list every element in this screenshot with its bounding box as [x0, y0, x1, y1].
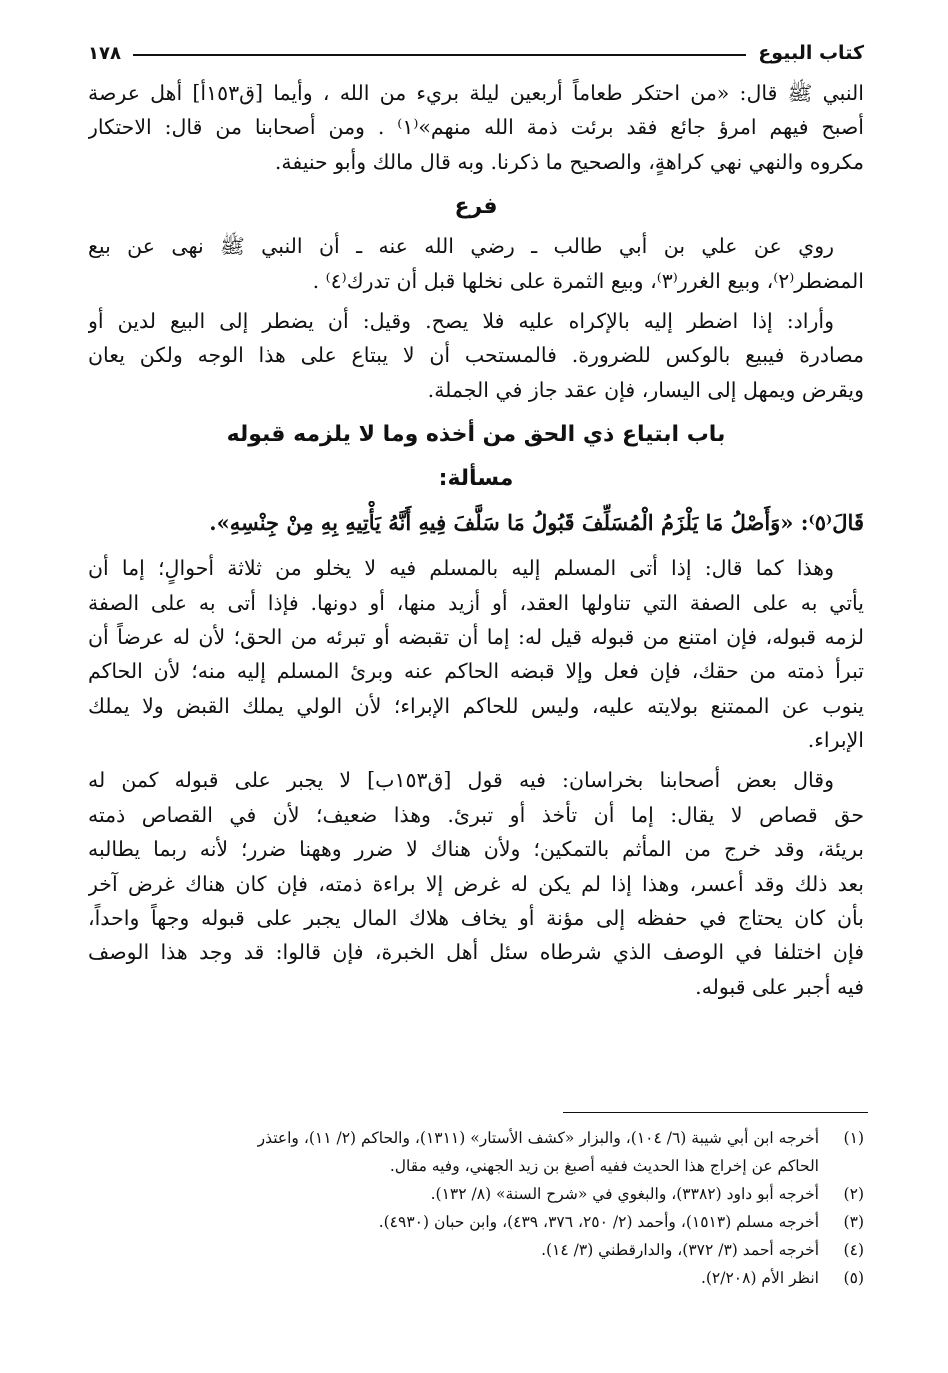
text-line: بعد ذلك وقد أعسر، وهذا إذا لم يكن له غرض إلا براءة ذمته، فإن كان هناك غرض آخر: [88, 871, 864, 896]
running-header: [88, 30, 864, 64]
text-line: أصبح فيهم امرؤ جائع فقد برئت ذمة الله منهم»⁽١⁾ . ومن أصحابنا من قال: الاحتكار: [88, 115, 864, 140]
text-line: وقال بعض أصحابنا بخراسان: فيه قول [ق١٥٣ب] لا يجبر على قبوله كمن له: [88, 768, 834, 793]
section-heading: [88, 457, 864, 501]
text-line: بأن كان يحتاج في حفظه إلى مؤنة أو يخاف هلاك المال يجبر على قبوله وجهاً واحداً،: [88, 906, 864, 931]
text-line: المضطر⁽٢⁾، وبيع الغرر⁽٣⁾، وبيع الثمرة على نخلها قبل أن تدرك⁽٤⁾ .: [312, 268, 864, 293]
text-line: بريئة، وقد خرج من المأثم بالتمكين؛ ولأن هناك لا ضرر وههنا ضرر؛ لأنه ربما يطالبه: [88, 837, 864, 862]
footnote-number: (٥): [843, 1269, 864, 1287]
text-line: قَالَ⁽٥⁾: «وَأَصْلُ مَا يَلْزَمُ الْمُسَلِّفَ قَبُولُ مَا سَلَّفَ فِيهِ أَنَّهُ يَأْتِيهِ بِهِ مِنْ جِنْسِهِ».: [209, 510, 864, 536]
footnote-line: أخرجه أبو داود (٣٣٨٢)، والبغوي في «شرح السنة» (٨/ ١٣٢).: [430, 1185, 819, 1203]
paragraph: [88, 763, 864, 1004]
text-line: مكروه والنهي نهي كراهةٍ، والصحيح ما ذكرنا. وبه قال مالك وأبو حنيفة.: [274, 149, 864, 174]
footnote-text: [88, 1264, 819, 1292]
text-line: ويقرض ويمهل إلى اليسار، فإن عقد جاز في الجملة.: [427, 377, 864, 402]
footnote-line: الحاكم عن إخراج هذا الحديث ففيه أصبغ بن زيد الجهني، وفيه مقال.: [389, 1157, 819, 1175]
footnotes: [88, 1124, 864, 1292]
text-line: فإن اختلفا في الوصف الذي شرطاه سئل أهل الخبرة، فإن قالوا: قد وجد هذا الوصف: [88, 940, 864, 965]
section-heading: [88, 185, 864, 229]
paragraph: [88, 551, 864, 757]
text-line: مصادرة فيبيع بالوكس للضرورة. فالمستحب أن لا يبتاع على هذا الوجه ولكن يعان: [88, 343, 864, 368]
footnote-text: [88, 1208, 819, 1236]
paragraph: [88, 76, 864, 179]
text-line: ينوب عن الممتنع بولايته عليه، وليس للحاكم الإبراء؛ لأن الولي يملك القبض ولا يملك: [88, 693, 864, 718]
text-line: تبرأ ذمته من حقك، فإن فعل وإلا قبضه الحاكم عنه وبرئ المسلم إليه منه؛ لأن الحاكم: [88, 659, 864, 684]
footnote-number: (٤): [843, 1241, 864, 1259]
footnote-text: [88, 1124, 819, 1180]
page-number: ١٧٨: [88, 43, 121, 64]
quoted-text: [88, 501, 864, 545]
text-line: حق قصاص لا يقال: إما أن تأخذ أو تبرئ. وهذا ضعيف؛ لأن في القصاص ذمته: [88, 802, 864, 827]
text-line: فيه أجبر على قبوله.: [695, 974, 864, 999]
footnote: [88, 1264, 864, 1292]
text-line: باب ابتياع ذي الحق من أخذه وما لا يلزمه قبوله: [226, 422, 726, 448]
footnote-number: (٣): [843, 1213, 864, 1231]
footnote: [88, 1180, 864, 1208]
text-line: مسألة:: [438, 466, 514, 492]
footnote-line: أخرجه مسلم (١٥١٣)، وأحمد (٢/ ٢٥٠، ٣٧٦، ٤٣٩)، وابن حبان (٤٩٣٠).: [378, 1213, 819, 1231]
text-line: وأراد: إذا اضطر إليه بالإكراه عليه فلا يصح. وقيل: أن يضطر إلى البيع لدين أو: [88, 308, 834, 333]
text-line: روي عن علي بن أبي طالب ـ رضي الله عنه ـ أن النبي ﷺ نهى عن بيع: [88, 234, 834, 259]
page: [88, 30, 864, 1010]
main-text: [88, 76, 864, 1004]
footnote-text: [88, 1180, 819, 1208]
header-rule: [133, 54, 746, 56]
footnote-line: انظر الأم (٢/٢٠٨).: [700, 1269, 819, 1287]
text-line: النبي ﷺ قال: «من احتكر طعاماً أربعين ليلة بريء من الله ، وأيما [ق١٥٣أ] أهل عرصة: [88, 81, 864, 105]
footnote-line: أخرجه أحمد (٣/ ٣٧٢)، والدارقطني (٣/ ١٤).: [541, 1241, 819, 1259]
footnote-text: [88, 1236, 819, 1264]
footnote-line: أخرجه ابن أبي شيبة (٦/ ١٠٤)، والبزار «كشف الأستار» (١٣١١)، والحاكم (٢/ ١١)، واعتذر: [257, 1129, 819, 1147]
running-title: كتاب البيوع: [758, 42, 864, 64]
footnote-divider: [563, 1112, 868, 1113]
footnote-number: (٢): [843, 1185, 864, 1203]
paragraph: [88, 304, 864, 407]
footnote: [88, 1124, 864, 1180]
text-line: وهذا كما قال: إذا أتى المسلم إليه بالمسلم فيه لا يخلو من ثلاثة أحوالٍ؛ إما أن: [88, 556, 834, 581]
paragraph: [88, 229, 864, 298]
footnote: [88, 1236, 864, 1264]
text-line: لزمه قبوله، فإن امتنع من قبوله قيل له: إما أن تقبضه أو تبرئه من الحق؛ لأن له عرضاً أن: [88, 624, 864, 649]
text-line: فرع: [454, 194, 498, 220]
section-heading: [88, 413, 864, 457]
text-line: الإبراء.: [807, 728, 864, 753]
footnote-number: (١): [843, 1129, 864, 1147]
footnote: [88, 1208, 864, 1236]
text-line: يأتي به على الصفة التي تناولها العقد، أو أزيد منها، أو دونها. فإذا أتى به على الصفة: [88, 590, 864, 615]
